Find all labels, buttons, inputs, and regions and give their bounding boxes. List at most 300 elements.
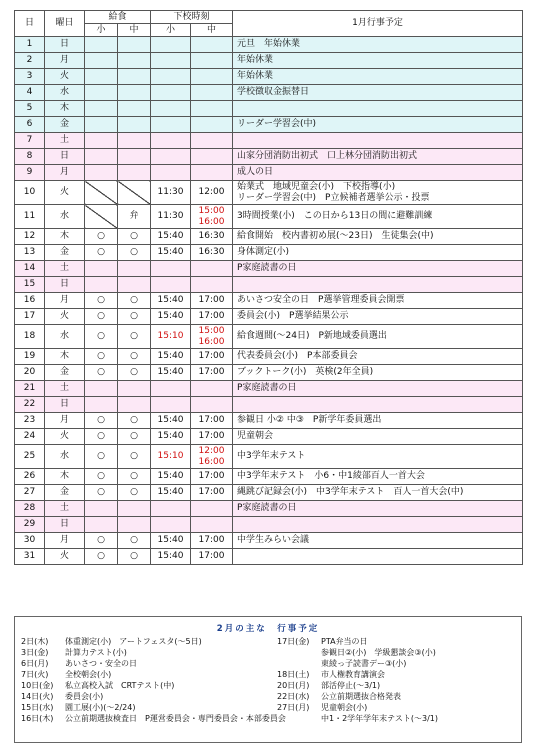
dismissal-elementary-cell <box>151 101 191 117</box>
january-schedule-table <box>14 10 523 565</box>
cell-text: 16:00 <box>198 216 225 227</box>
lunch-elementary-cell <box>85 501 118 517</box>
february-event-date: 14日(火) <box>21 692 54 701</box>
weekday-cell <box>45 397 85 413</box>
february-event-text: 児童朝会(小) <box>321 703 368 712</box>
lunch-elementary-cell <box>85 69 118 85</box>
february-event-line <box>21 647 286 658</box>
february-event-line <box>21 713 286 724</box>
dismissal-junior-cell <box>191 533 233 549</box>
event-cell <box>233 181 523 205</box>
event-cell <box>233 133 523 149</box>
february-event-text: あいさつ・安全の日 <box>65 659 137 668</box>
lunch-elementary-cell <box>85 397 118 413</box>
table-row <box>15 181 523 205</box>
header-dismissal-junior: 中 <box>191 24 233 37</box>
cell-text: 木 <box>59 351 69 362</box>
day-cell <box>15 485 45 501</box>
dismissal-junior-cell <box>191 381 233 397</box>
february-event-date: 6日(月) <box>21 659 49 668</box>
cell-text: 土 <box>59 263 69 274</box>
day-cell <box>15 445 45 469</box>
table-row <box>15 261 523 277</box>
table-row <box>15 149 523 165</box>
cell-text: 月 <box>59 535 69 546</box>
weekday-cell <box>45 349 85 365</box>
weekday-cell <box>45 381 85 397</box>
event-cell <box>233 261 523 277</box>
weekday-cell <box>45 69 85 85</box>
dismissal-junior-cell <box>191 397 233 413</box>
cell-text: 15:40 <box>157 415 184 426</box>
weekday-cell <box>45 101 85 117</box>
dismissal-junior-cell <box>191 205 233 229</box>
lunch-elementary-cell <box>85 245 118 261</box>
header-weekday: 曜日 <box>45 11 85 37</box>
cell-text: 17:00 <box>198 295 225 306</box>
cell-text: 12 <box>23 231 36 242</box>
weekday-cell <box>45 533 85 549</box>
lunch-junior-cell <box>118 293 151 309</box>
table-row <box>15 325 523 349</box>
weekday-cell <box>45 445 85 469</box>
cell-text: 15:00 <box>198 206 225 217</box>
cell-text: 木 <box>59 103 69 114</box>
dismissal-junior-cell <box>191 445 233 469</box>
cell-text: 金 <box>59 367 69 378</box>
cell-text: 日 <box>59 151 69 162</box>
header-day: 日 <box>15 11 45 37</box>
cell-text: 27 <box>23 487 36 498</box>
dismissal-elementary-cell <box>151 85 191 101</box>
table-row <box>15 133 523 149</box>
weekday-cell <box>45 85 85 101</box>
cell-text: 3時間授業(小) この日から13日の間に避難訓練 <box>237 211 433 222</box>
event-cell <box>233 101 523 117</box>
cell-text: 縄跳び記録会(小) 中3学年末テスト 百人一首大会(中) <box>237 487 464 498</box>
cell-text: 火 <box>59 311 69 322</box>
february-event-date: 10日(金) <box>21 681 54 690</box>
lunch-elementary-cell <box>85 37 118 53</box>
day-cell <box>15 293 45 309</box>
cell-text: リーダー学習会(中) P立候補者選挙公示・投票 <box>237 192 430 203</box>
february-event-date: 22日(水) <box>277 692 310 701</box>
day-cell <box>15 413 45 429</box>
cell-text: ○ <box>97 551 105 562</box>
weekday-cell <box>45 133 85 149</box>
cell-text: 成人の日 <box>237 167 274 178</box>
dismissal-junior-cell <box>191 37 233 53</box>
lunch-junior-cell <box>118 181 151 205</box>
day-cell <box>15 181 45 205</box>
lunch-junior-cell <box>118 37 151 53</box>
cell-text: 17:00 <box>198 415 225 426</box>
day-cell <box>15 53 45 69</box>
february-event-date: 27日(月) <box>277 703 310 712</box>
cell-text: 11 <box>23 211 36 222</box>
cell-text: 木 <box>59 231 69 242</box>
dismissal-elementary-cell <box>151 117 191 133</box>
cell-text: ○ <box>97 331 105 342</box>
lunch-elementary-cell <box>85 309 118 325</box>
cell-text: ○ <box>97 487 105 498</box>
cell-text: 17:00 <box>198 311 225 322</box>
cell-text: 14 <box>23 263 36 274</box>
dismissal-elementary-cell <box>151 397 191 413</box>
february-events-box <box>14 616 522 743</box>
lunch-junior-cell <box>118 229 151 245</box>
lunch-junior-cell <box>118 117 151 133</box>
lunch-elementary-cell <box>85 485 118 501</box>
dismissal-junior-cell <box>191 85 233 101</box>
lunch-junior-cell <box>118 413 151 429</box>
cell-text: 16:00 <box>198 336 225 347</box>
lunch-elementary-cell <box>85 277 118 293</box>
february-event-text: 公立前期選抜合格発表 <box>321 692 401 701</box>
cell-text: P家庭読書の日 <box>237 383 297 394</box>
table-row <box>15 349 523 365</box>
lunch-elementary-cell <box>85 165 118 181</box>
day-cell <box>15 37 45 53</box>
cell-text: 15:10 <box>157 451 184 462</box>
cell-text: 身体測定(小) <box>237 247 290 258</box>
february-event-text: 市人権教育講演会 <box>321 670 385 679</box>
event-cell <box>233 349 523 365</box>
cell-text: ○ <box>97 415 105 426</box>
dismissal-elementary-cell <box>151 469 191 485</box>
cell-text: 弁 <box>129 211 139 222</box>
header-dismissal-elementary: 小 <box>151 24 191 37</box>
february-event-text: 全校朝会(小) <box>65 670 112 679</box>
header-lunch-junior: 中 <box>118 24 151 37</box>
cell-text: 13 <box>23 247 36 258</box>
february-event-line <box>277 691 438 702</box>
lunch-junior-cell <box>118 445 151 469</box>
february-event-text: 私立高校入試 CRTテスト(中) <box>65 681 175 690</box>
weekday-cell <box>45 429 85 445</box>
lunch-elementary-cell <box>85 381 118 397</box>
lunch-junior-cell <box>118 349 151 365</box>
cell-text: 17:00 <box>198 471 225 482</box>
header-lunch-elementary: 小 <box>85 24 118 37</box>
cell-text: 金 <box>59 487 69 498</box>
table-row <box>15 165 523 181</box>
dismissal-elementary-cell <box>151 517 191 533</box>
february-event-line <box>21 669 286 680</box>
table-row <box>15 229 523 245</box>
cell-text: 8 <box>26 151 33 162</box>
cell-text: 15:40 <box>157 431 184 442</box>
table-row <box>15 101 523 117</box>
cell-text: 山家分団消防出初式 口上林分団消防出初式 <box>237 151 418 162</box>
dismissal-junior-cell <box>191 325 233 349</box>
weekday-cell <box>45 37 85 53</box>
day-cell <box>15 501 45 517</box>
cell-text: 代表委員会(小) P本部委員会 <box>237 351 358 362</box>
dismissal-elementary-cell <box>151 309 191 325</box>
dismissal-elementary-cell <box>151 229 191 245</box>
dismissal-elementary-cell <box>151 245 191 261</box>
february-event-line <box>277 702 438 713</box>
lunch-junior-cell <box>118 85 151 101</box>
day-cell <box>15 429 45 445</box>
cell-text: 26 <box>23 471 36 482</box>
cell-text: 火 <box>59 551 69 562</box>
lunch-junior-cell <box>118 485 151 501</box>
february-event-text: 東綾っ子読書デー③(小) <box>321 659 407 668</box>
dismissal-elementary-cell <box>151 37 191 53</box>
cell-text: 17:00 <box>198 535 225 546</box>
event-cell <box>233 533 523 549</box>
event-cell <box>233 429 523 445</box>
weekday-cell <box>45 309 85 325</box>
dismissal-elementary-cell <box>151 149 191 165</box>
cell-text: ○ <box>97 367 105 378</box>
cell-text: 委員会(小) P選挙結果公示 <box>237 311 349 322</box>
dismissal-junior-cell <box>191 349 233 365</box>
dismissal-junior-cell <box>191 517 233 533</box>
february-event-date: 18日(土) <box>277 670 310 679</box>
cell-text: 15:10 <box>157 331 184 342</box>
table-row <box>15 309 523 325</box>
day-cell <box>15 85 45 101</box>
cell-text: 5 <box>26 103 33 114</box>
cell-text: ブックトーク(小) 英検(2年全員) <box>237 367 374 378</box>
cell-text: 17:00 <box>198 551 225 562</box>
event-cell <box>233 85 523 101</box>
february-event-line <box>21 691 286 702</box>
cell-text: 6 <box>26 119 33 130</box>
dismissal-elementary-cell <box>151 181 191 205</box>
table-row <box>15 429 523 445</box>
dismissal-junior-cell <box>191 469 233 485</box>
dismissal-elementary-cell <box>151 533 191 549</box>
event-cell <box>233 325 523 349</box>
event-cell <box>233 381 523 397</box>
cell-text: 15:40 <box>157 311 184 322</box>
february-event-text: 中1・2学年学年末テスト(～3/1) <box>321 714 438 723</box>
lunch-junior-cell <box>118 149 151 165</box>
cell-text: 17 <box>23 311 36 322</box>
day-cell <box>15 277 45 293</box>
table-row <box>15 549 523 565</box>
lunch-elementary-cell <box>85 445 118 469</box>
lunch-junior-cell <box>118 309 151 325</box>
weekday-cell <box>45 53 85 69</box>
dismissal-junior-cell <box>191 165 233 181</box>
february-event-line <box>277 669 438 680</box>
cell-text: 16:00 <box>198 456 225 467</box>
event-cell <box>233 117 523 133</box>
cell-text: ○ <box>130 415 138 426</box>
day-cell <box>15 117 45 133</box>
february-event-text: 部活停止(～3/1) <box>321 681 381 690</box>
cell-text: 2 <box>26 55 33 66</box>
cell-text: 15:40 <box>157 487 184 498</box>
cell-text: 17:00 <box>198 431 225 442</box>
dismissal-junior-cell <box>191 53 233 69</box>
table-row <box>15 501 523 517</box>
lunch-elementary-cell <box>85 413 118 429</box>
dismissal-elementary-cell <box>151 501 191 517</box>
day-cell <box>15 469 45 485</box>
event-cell <box>233 69 523 85</box>
lunch-elementary-cell <box>85 349 118 365</box>
cell-text: ○ <box>130 247 138 258</box>
cell-text: 28 <box>23 503 36 514</box>
cell-text: 16:30 <box>198 247 225 258</box>
dismissal-junior-cell <box>191 501 233 517</box>
cell-text: ○ <box>130 471 138 482</box>
cell-text: 21 <box>23 383 36 394</box>
cell-text: ○ <box>97 451 105 462</box>
weekday-cell <box>45 261 85 277</box>
dismissal-junior-cell <box>191 365 233 381</box>
weekday-cell <box>45 365 85 381</box>
cell-text: ○ <box>130 351 138 362</box>
cell-text: 金 <box>59 119 69 130</box>
cell-text: 15:40 <box>157 247 184 258</box>
dismissal-elementary-cell <box>151 381 191 397</box>
dismissal-elementary-cell <box>151 349 191 365</box>
lunch-junior-cell <box>118 53 151 69</box>
lunch-junior-cell <box>118 429 151 445</box>
lunch-junior-cell <box>118 101 151 117</box>
weekday-cell <box>45 117 85 133</box>
february-event-text: PTA弁当の日 <box>321 637 368 646</box>
cell-text: 9 <box>26 167 33 178</box>
lunch-junior-cell <box>118 533 151 549</box>
lunch-elementary-cell <box>85 149 118 165</box>
lunch-elementary-cell <box>85 261 118 277</box>
cell-text: ○ <box>97 231 105 242</box>
cell-text: ○ <box>130 295 138 306</box>
lunch-elementary-cell <box>85 365 118 381</box>
cell-text: 木 <box>59 471 69 482</box>
dismissal-elementary-cell <box>151 325 191 349</box>
event-cell <box>233 365 523 381</box>
day-cell <box>15 397 45 413</box>
cell-text: 月 <box>59 55 69 66</box>
lunch-junior-cell <box>118 381 151 397</box>
cell-text: 25 <box>23 451 36 462</box>
february-event-text: 体重測定(小) アートフェスタ(～5日) <box>65 637 202 646</box>
cell-text: 火 <box>59 187 69 198</box>
cell-text: 17:00 <box>198 351 225 362</box>
lunch-junior-cell <box>118 277 151 293</box>
february-event-text: 園工展(小)(～2/24) <box>65 703 136 712</box>
february-event-line <box>277 636 438 647</box>
dismissal-junior-cell <box>191 429 233 445</box>
dismissal-elementary-cell <box>151 205 191 229</box>
cell-text: 金 <box>59 247 69 258</box>
cell-text: 火 <box>59 71 69 82</box>
cell-text: リーダー学習会(中) <box>237 119 317 130</box>
dismissal-junior-cell <box>191 149 233 165</box>
lunch-junior-cell <box>118 397 151 413</box>
lunch-junior-cell <box>118 133 151 149</box>
lunch-junior-cell <box>118 469 151 485</box>
weekday-cell <box>45 181 85 205</box>
cell-text: 日 <box>59 39 69 50</box>
cell-text: 11:30 <box>157 211 184 222</box>
event-cell <box>233 149 523 165</box>
weekday-cell <box>45 165 85 181</box>
event-cell <box>233 501 523 517</box>
day-cell <box>15 205 45 229</box>
february-event-date: 16日(木) <box>21 714 54 723</box>
cell-text: 30 <box>23 535 36 546</box>
dismissal-elementary-cell <box>151 549 191 565</box>
cell-text: 学校徴収金振替日 <box>237 87 310 98</box>
lunch-elementary-cell <box>85 53 118 69</box>
day-cell <box>15 549 45 565</box>
lunch-elementary-cell <box>85 181 118 205</box>
dismissal-elementary-cell <box>151 413 191 429</box>
dismissal-junior-cell <box>191 133 233 149</box>
dismissal-junior-cell <box>191 413 233 429</box>
cell-text: 23 <box>23 415 36 426</box>
cell-text: 水 <box>59 331 69 342</box>
event-cell <box>233 165 523 181</box>
february-event-text: 公立前期選抜検査日 P運営委員会・専門委員会・本部委員会 <box>65 714 286 723</box>
cell-text: 29 <box>23 519 36 530</box>
lunch-junior-cell <box>118 69 151 85</box>
cell-text: 給食週間(～24日) P新地域委員選出 <box>237 331 387 342</box>
cell-text: ○ <box>97 431 105 442</box>
dismissal-junior-cell <box>191 181 233 205</box>
cell-text: 中3学年末テスト 小6・中1綾部百人一首大会 <box>237 471 425 482</box>
weekday-cell <box>45 229 85 245</box>
cell-text: ○ <box>130 487 138 498</box>
cell-text: 22 <box>23 399 36 410</box>
february-right-column <box>277 636 438 724</box>
february-event-date: 3日(金) <box>21 648 49 657</box>
table-row <box>15 53 523 69</box>
cell-text: 16 <box>23 295 36 306</box>
weekday-cell <box>45 293 85 309</box>
lunch-elementary-cell <box>85 533 118 549</box>
day-cell <box>15 533 45 549</box>
cell-text: 7 <box>26 135 33 146</box>
cell-text: ○ <box>130 311 138 322</box>
event-cell <box>233 413 523 429</box>
cell-text: 児童朝会 <box>237 431 274 442</box>
day-cell <box>15 229 45 245</box>
table-row <box>15 293 523 309</box>
cell-text: 元旦 年始休業 <box>237 39 301 50</box>
dismissal-junior-cell <box>191 277 233 293</box>
weekday-cell <box>45 413 85 429</box>
cell-text: 水 <box>59 451 69 462</box>
dismissal-elementary-cell <box>151 261 191 277</box>
dismissal-junior-cell <box>191 549 233 565</box>
lunch-elementary-cell <box>85 85 118 101</box>
event-cell <box>233 245 523 261</box>
lunch-elementary-cell <box>85 325 118 349</box>
cell-text: 12:00 <box>198 446 225 457</box>
table-row <box>15 117 523 133</box>
cell-text: ○ <box>97 295 105 306</box>
february-event-line <box>21 680 286 691</box>
cell-text: 土 <box>59 135 69 146</box>
lunch-junior-cell <box>118 245 151 261</box>
dismissal-elementary-cell <box>151 133 191 149</box>
dismissal-junior-cell <box>191 309 233 325</box>
day-cell <box>15 365 45 381</box>
cell-text: 15:40 <box>157 295 184 306</box>
table-row <box>15 37 523 53</box>
